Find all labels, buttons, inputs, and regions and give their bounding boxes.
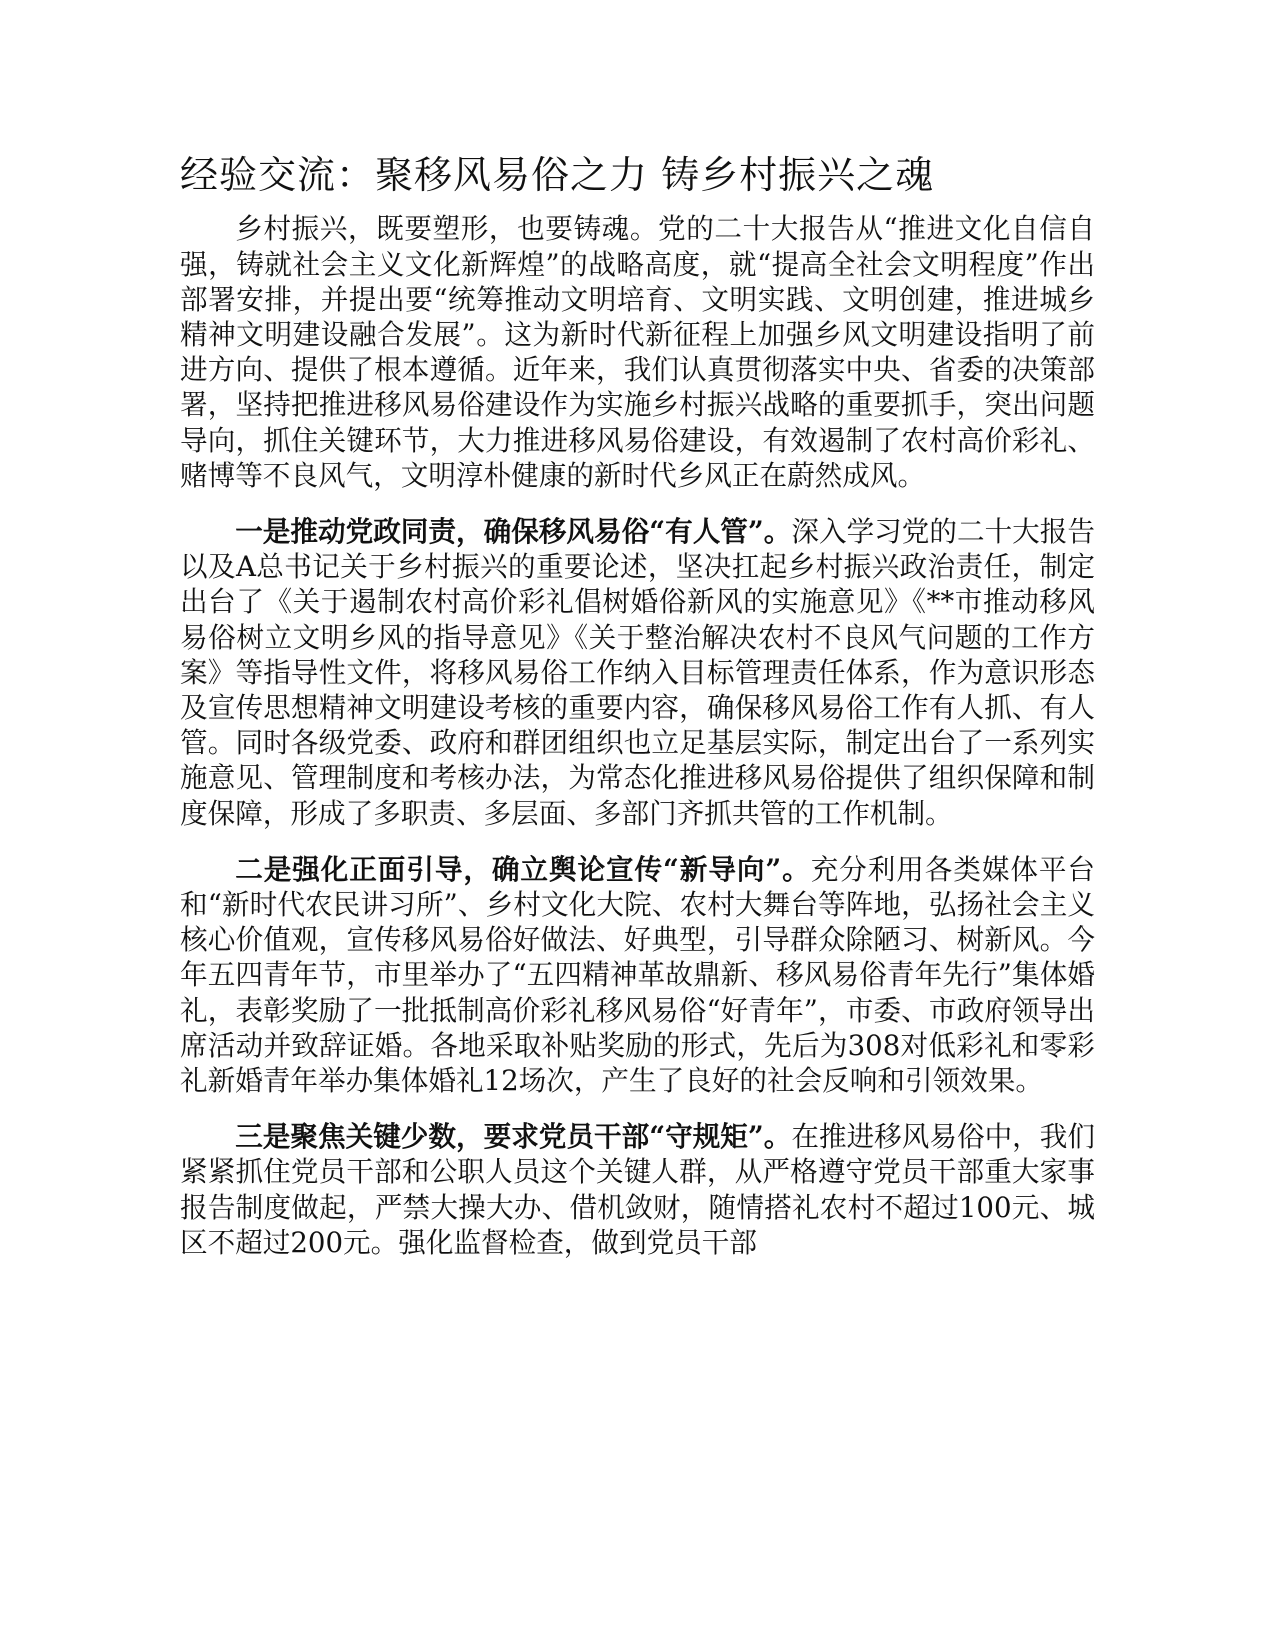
section-paragraph-3 <box>180 1119 1095 1260</box>
section-heading-2: 二是强化正面引导，确立舆论宣传“新导向”。 <box>235 852 811 886</box>
document-page <box>180 150 1095 1281</box>
section-heading-1: 一是推动党政同责，确保移风易俗“有人管”。 <box>235 514 792 548</box>
section-body-2: 充分利用各类媒体平台和“新时代农民讲习所”、乡村文化大院、农村大舞台等阵地，弘扬社会主义核心价值观，宣传移风易俗好做法、好典型，引导群众除陋习、树新风。今年五四青年节，市里举办了“五四精神革故鼎新、移风易俗青年先行”集体婚礼，表彰奖励了一批抵制高价彩礼移风易俗“好青年”，市委、市政府领导出席活动并致辞证婚。各地采取补贴奖励的形式，先后为308对低彩礼和零彩礼新婚青年举办集体婚礼12场次，产生了良好的社会反响和引领效果。 <box>180 852 1095 1097</box>
section-body-3: 在推进移风易俗中，我们紧紧抓住党员干部和公职人员这个关键人群，从严格遵守党员干部重大家事报告制度做起，严禁大操大办、借机敛财，随情搭礼农村不超过100元、城区不超过200元。强化监督检查，做到党员干部 <box>180 1120 1095 1259</box>
section-body-1: 深入学习党的二十大报告以及A总书记关于乡村振兴的重要论述，坚决扛起乡村振兴政治责任，制定出台了《关于遏制农村高价彩礼倡树婚俗新风的实施意见》《**市推动移风易俗树立文明乡风的指导意见》《关于整治解决农村不良风气问题的工作方案》等指导性文件，将移风易俗工作纳入目标管理责任体系，作为意识形态及宣传思想精神文明建设考核的重要内容，确保移风易俗工作有人抓、有人管。同时各级党委、政府和群团组织也立足基层实际，制定出台了一系列实施意见、管理制度和考核办法，为常态化推进移风易俗提供了组织保障和制度保障，形成了多职责、多层面、多部门齐抓共管的工作机制。 <box>180 514 1095 830</box>
section-paragraph-1 <box>180 514 1095 831</box>
intro-paragraph: 乡村振兴，既要塑形，也要铸魂。党的二十大报告从“推进文化自信自强，铸就社会主义文化新辉煌”的战略高度，就“提高全社会文明程度”作出部署安排，并提出要“统筹推动文明培育、文明实践、文明创建，推进城乡精神文明建设融合发展”。这为新时代新征程上加强乡风文明建设指明了前进方向、提供了根本遵循。近年来，我们认真贯彻落实中央、省委的决策部署，坚持把推进移风易俗建设作为实施乡村振兴战略的重要抓手，突出问题导向，抓住关键环节，大力推进移风易俗建设，有效遏制了农村高价彩礼、赌博等不良风气，文明淳朴健康的新时代乡风正在蔚然成风。 <box>180 212 1095 492</box>
section-heading-3: 三是聚焦关键少数，要求党员干部“守规矩”。 <box>235 1120 792 1154</box>
document-title: 经验交流：聚移风易俗之力 铸乡村振兴之魂 <box>180 153 935 197</box>
section-paragraph-2 <box>180 852 1095 1098</box>
